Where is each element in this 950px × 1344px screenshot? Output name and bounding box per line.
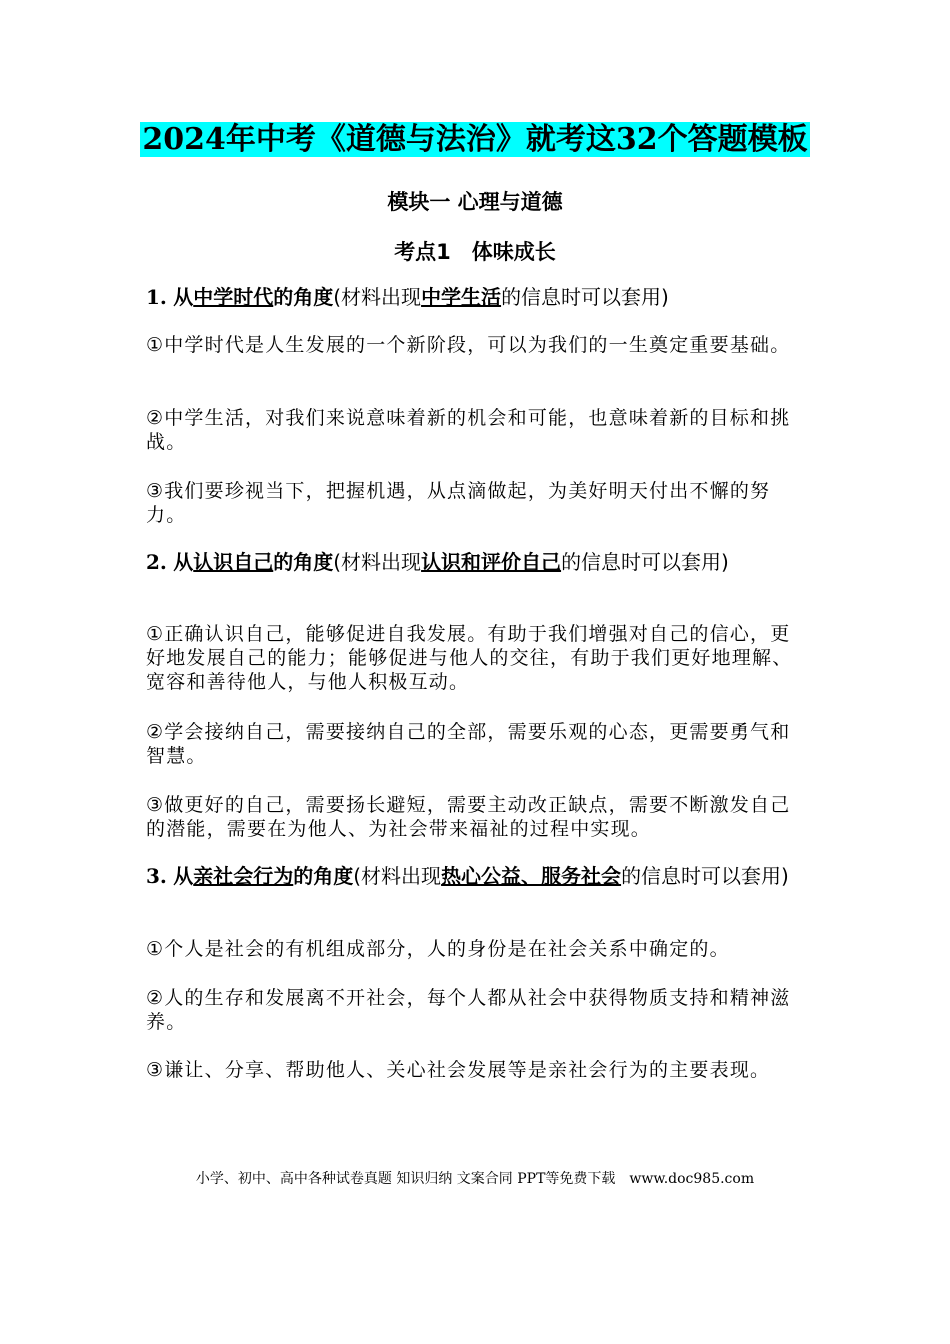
document-title-text: 2024年中考《道德与法治》就考这32个答题模板 xyxy=(142,122,808,157)
section-3-heading xyxy=(146,863,806,889)
section-angle: 的角度 xyxy=(273,550,334,574)
section-1-heading xyxy=(146,284,806,310)
section-number: 2. xyxy=(146,550,167,574)
section-3-item-3: ③谦让、分享、帮助他人、关心社会发展等是亲社会行为的主要表现。 xyxy=(146,1059,771,1081)
section-lead: 从 xyxy=(173,285,194,309)
section-lead: 从 xyxy=(173,864,194,888)
section-angle: 的角度 xyxy=(293,864,354,888)
page-footer: 小学、初中、高中各种试卷真题 知识归纳 文案合同 PPT等免费下载 www.doc985.com xyxy=(195,1171,755,1187)
section-2-item-3: ③做更好的自己，需要扬长避短，需要主动改正缺点，需要不断激发自己的潜能，需要在为他人、为社会带来福祉的过程中实现。 xyxy=(146,794,791,840)
module-heading: 模块一 心理与道德 xyxy=(387,190,563,214)
section-3-item-1: ①个人是社会的有机组成部分，人的身份是在社会关系中确定的。 xyxy=(146,938,730,960)
section-post: 的信息时可以套用) xyxy=(501,285,669,309)
section-number: 1. xyxy=(146,285,167,309)
section-keyword: 中学生活 xyxy=(421,285,502,309)
section-pre: (材料出现 xyxy=(353,864,442,888)
section-1-item-3: ③我们要珍视当下，把握机遇，从点滴做起，为美好明天付出不懈的努力。 xyxy=(146,480,771,526)
section-keyword: 热心公益、服务社会 xyxy=(441,864,622,888)
section-pre: (材料出现 xyxy=(333,550,422,574)
section-1-item-2: ②中学生活，对我们来说意味着新的机会和可能，也意味着新的目标和挑战。 xyxy=(146,407,791,453)
section-2-heading xyxy=(146,549,806,575)
section-post: 的信息时可以套用) xyxy=(561,550,729,574)
section-keyword: 认识和评价自己 xyxy=(421,550,562,574)
section-number: 3. xyxy=(146,864,167,888)
section-3-item-2: ②人的生存和发展离不开社会，每个人都从社会中获得物质支持和精神滋养。 xyxy=(146,987,791,1033)
section-lead: 从 xyxy=(173,550,194,574)
section-1-item-1: ①中学时代是人生发展的一个新阶段，可以为我们的一生奠定重要基础。 xyxy=(146,334,791,356)
section-topic: 认识自己 xyxy=(193,550,274,574)
section-2-item-2: ②学会接纳自己，需要接纳自己的全部，需要乐观的心态，更需要勇气和智慧。 xyxy=(146,721,791,767)
section-angle: 的角度 xyxy=(273,285,334,309)
document-title xyxy=(0,118,950,162)
section-2-item-1: ①正确认识自己，能够促进自我发展。有助于我们增强对自己的信心，更好地发展自己的能力；能够促进与他人的交往，有助于我们更好地理解、宽容和善待他人，与他人积极互动。 xyxy=(146,623,793,693)
section-topic: 亲社会行为 xyxy=(193,864,294,888)
section-post: 的信息时可以套用) xyxy=(621,864,789,888)
point-heading: 考点1 体味成长 xyxy=(394,240,556,264)
section-topic: 中学时代 xyxy=(193,285,274,309)
section-pre: (材料出现 xyxy=(333,285,422,309)
